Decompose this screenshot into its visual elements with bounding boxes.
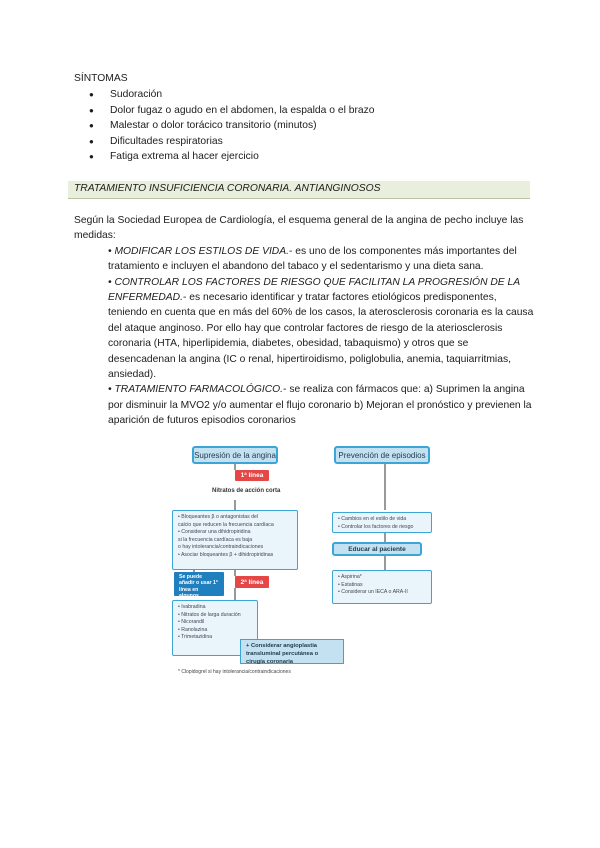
list-item: • Nicorandil — [178, 619, 205, 626]
diagram-caption: * Clopidogrel si hay intolerancia/contraindicaciones — [178, 669, 291, 675]
paragraph-lifestyle — [74, 244, 534, 275]
paragraph-text: - es necesario identificar y tratar factores etiológicos predisponentes, teniendo en cuenta que en más del 60% de los casos, la aterosclerosis coronaria es la causa del ataque anginoso. Por ello hay que controlar factores de riesgo de la ateriosclerosis coronaria (HTA, hiperlipidemia, diabetes, obesidad, tabaquismo) y otros que se desencadenan la angina (IC o renal, hipertiroidismo, poliglobulia, anemia, taquiarritmias, ansiedad). — [108, 292, 534, 381]
list-item: • Aspirina* — [338, 574, 362, 580]
educate-patient-box: Educar al paciente — [332, 542, 422, 556]
consider-angioplasty-box: + Considerar angioplastia transluminal percutánea o cirugía coronaria — [240, 639, 344, 664]
list-item: ● Malestar o dolor torácico transitorio (minutos) — [74, 118, 374, 134]
list-item: calcio que reducen la frecuencia cardíaca — [178, 521, 274, 528]
paragraph-text: - se realiza con fármacos que: a) Suprimen la angina por disminuir la MVO2 y/o aumentar el flujo coronario b) Mejoran el pronóstico y previenen la aparición de futuros episodios coronarios — [108, 384, 532, 427]
prevention-lifestyle-box — [332, 512, 432, 533]
paragraph-pharmacologic — [74, 382, 534, 428]
nitrates-label: Nitratos de acción corta — [212, 488, 281, 494]
symptoms-list — [74, 87, 374, 165]
section-title: TRATAMIENTO INSUFICIENCIA CORONARIA. ANTIANGINOSOS — [74, 183, 381, 194]
body-text — [74, 213, 534, 429]
symptoms-heading: SÍNTOMAS — [74, 73, 128, 84]
treatment-flowchart — [172, 440, 436, 680]
list-item: • Controlar los factores de riesgo — [338, 523, 414, 530]
first-line-box — [172, 510, 298, 570]
list-item: ● Sudoración — [74, 87, 374, 103]
prevention-drugs-box — [332, 570, 432, 604]
list-item: ● Fatiga extrema al hacer ejercicio — [74, 149, 374, 165]
suppression-header: Supresión de la angina — [192, 446, 278, 464]
list-item: o hay intolerancia/contraindicaciones — [178, 544, 264, 551]
intro-paragraph: Según la Sociedad Europea de Cardiología, el esquema general de la angina de pecho incluye las medidas: — [74, 215, 524, 242]
list-item: ● Dificultades respiratorias — [74, 134, 374, 150]
first-line-badge: 1ª línea — [235, 470, 269, 481]
list-item: si la frecuencia cardíaca es baja — [178, 536, 253, 543]
list-item: • Trimetazidina — [178, 634, 213, 641]
list-item: • Estatinas — [338, 581, 363, 588]
list-item: • Considerar un IECA o ARA-II — [338, 589, 408, 596]
paragraph-title: • TRATAMIENTO FARMACOLÓGICO. — [108, 384, 284, 396]
list-item: • Ranolazina — [178, 626, 208, 633]
list-item: • Ivabradina — [178, 604, 206, 610]
list-item: • Asociar bloqueantes β + dihidropiridinas — [178, 551, 274, 558]
paragraph-title: • CONTROLAR LOS FACTORES DE RIESGO QUE FACILITAN LA PROGRESIÓN DE LA ENFERMEDAD. — [108, 276, 520, 304]
list-item: • Cambios en el estilo de vida — [338, 516, 407, 522]
list-item: • Considerar una dihidropiridina — [178, 529, 251, 536]
second-line-badge: 2ª línea — [235, 576, 269, 588]
second-line-note: Se puede añadir o usar 1ª línea en algunos — [174, 572, 224, 596]
paragraph-title: • MODIFICAR LOS ESTILOS DE VIDA. — [108, 245, 289, 257]
paragraph-risk-factors — [74, 275, 534, 383]
prevention-header: Prevención de episodios — [334, 446, 430, 464]
list-item: • Bloqueantes β o antagonistas del — [178, 514, 259, 520]
list-item: ● Dolor fugaz o agudo en el abdomen, la espalda o el brazo — [74, 103, 374, 119]
paragraph-text: - es uno de los componentes más importantes del tratamiento e incluyen el abandono del tabaco y el sedentarismo y una dieta sana. — [108, 245, 517, 273]
list-item: • Nitratos de larga duración — [178, 611, 241, 618]
